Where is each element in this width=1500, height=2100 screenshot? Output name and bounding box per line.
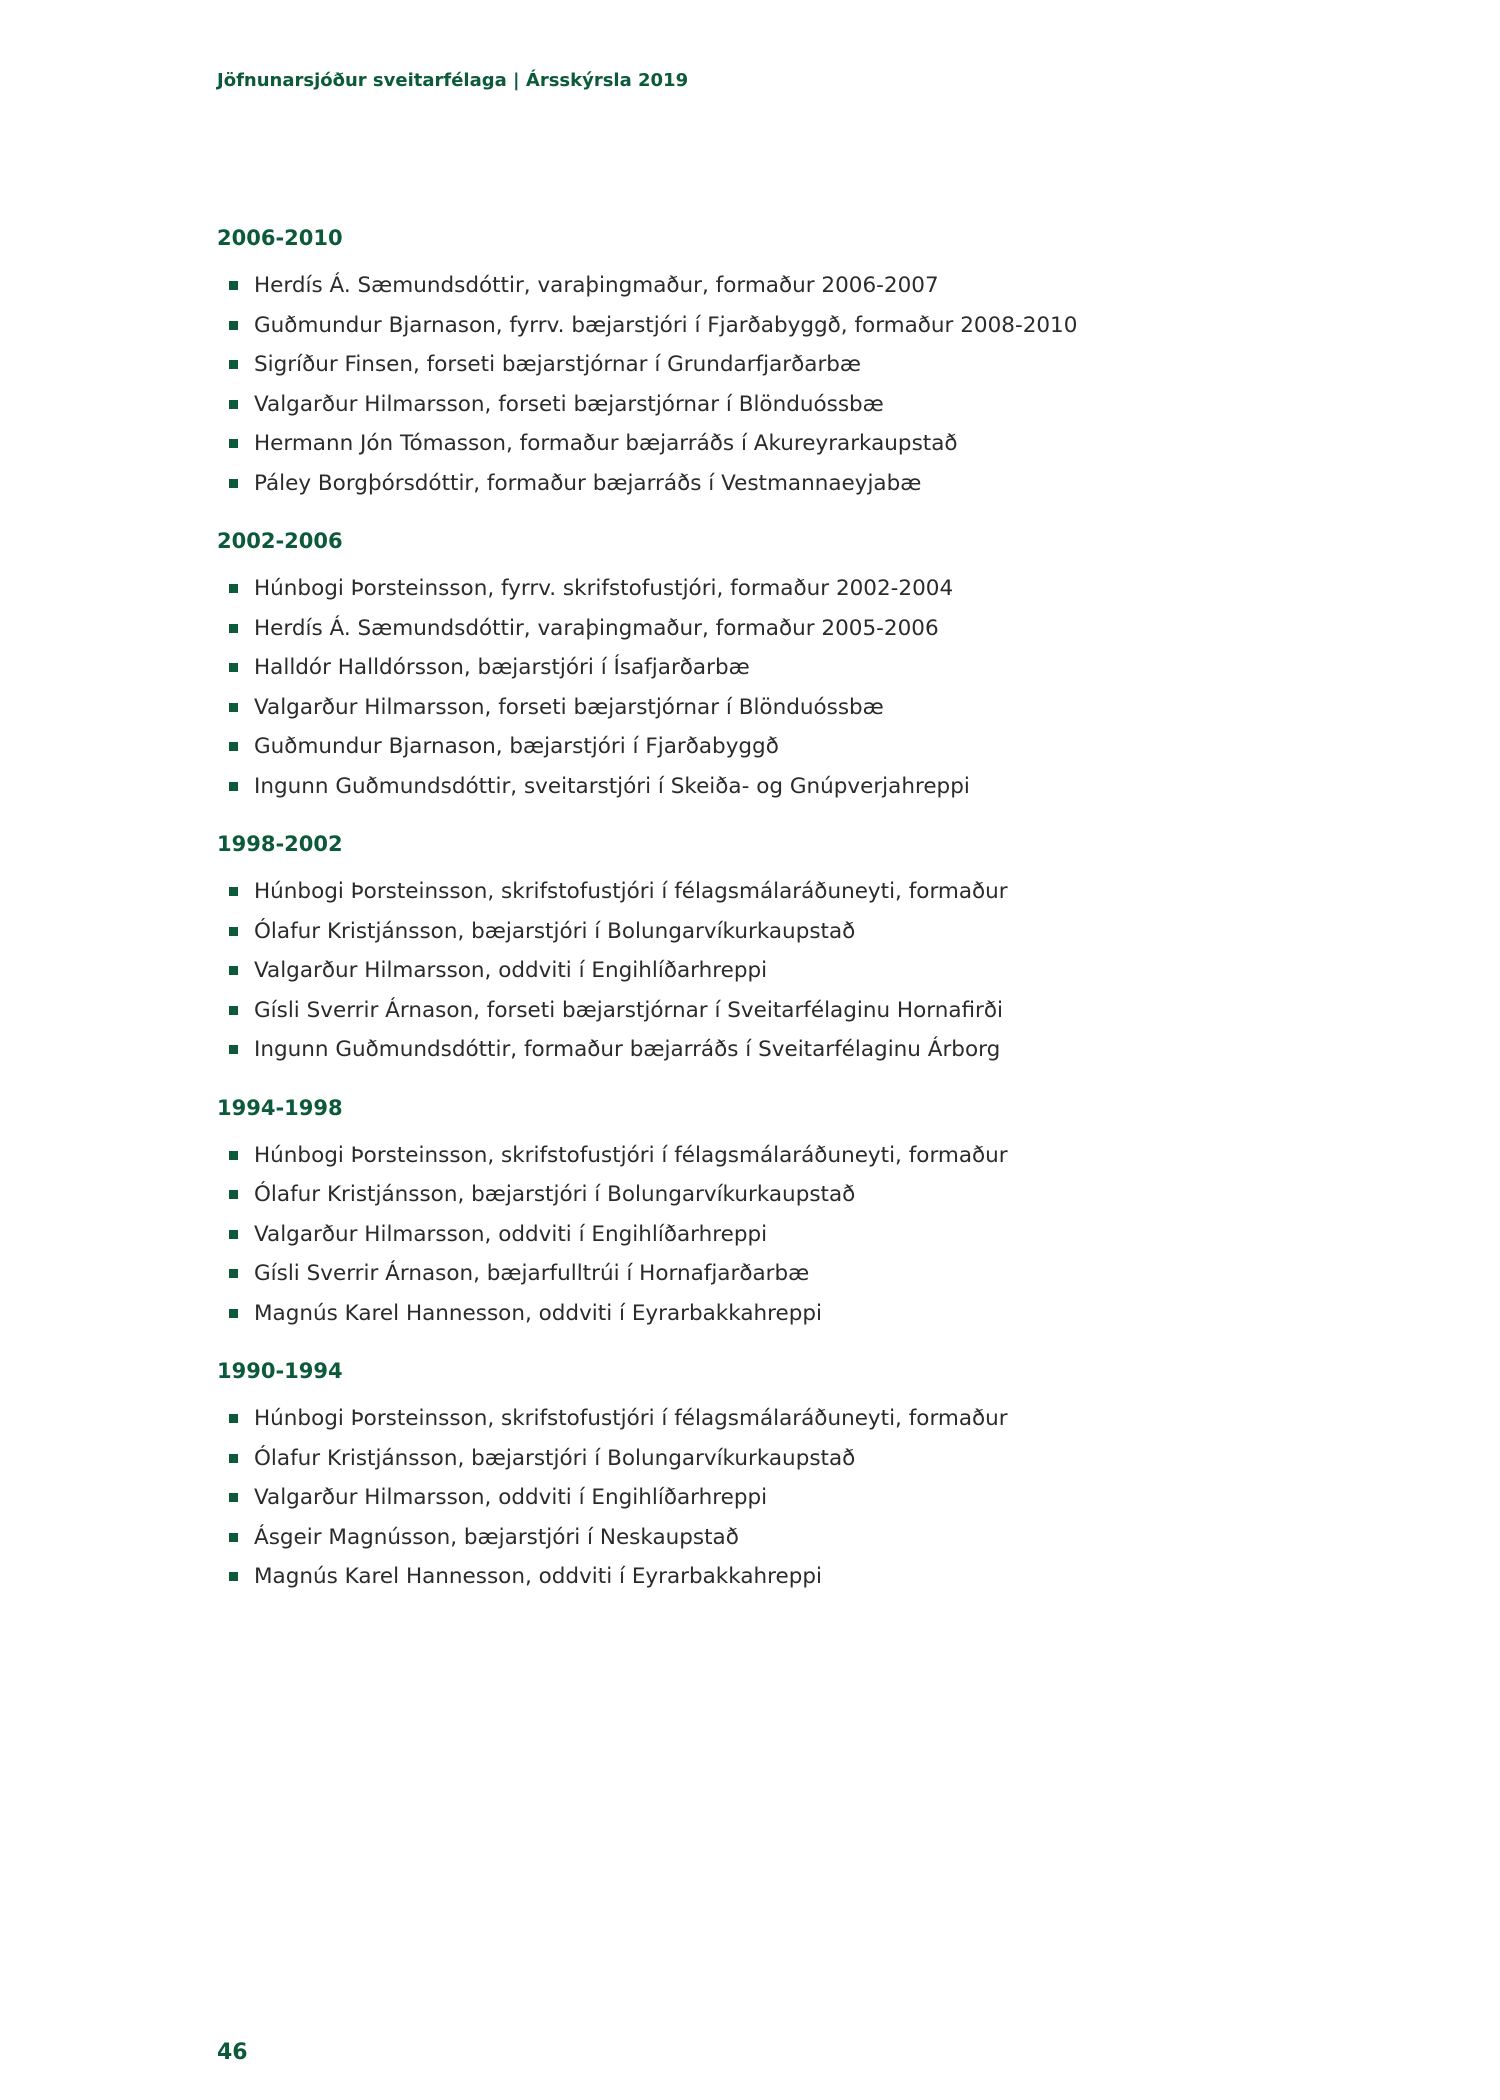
square-bullet-icon <box>229 663 238 672</box>
list-item <box>217 727 1317 767</box>
member-text: Guðmundur Bjarnason, fyrrv. bæjarstjóri í Fjarðabyggð, formaður 2008-2010 <box>254 312 1078 338</box>
square-bullet-icon <box>229 1414 238 1423</box>
member-text: Ólafur Kristjánsson, bæjarstjóri í Bolungarvíkurkaupstað <box>254 1182 856 1207</box>
member-text: Ólafur Kristjánsson, bæjarstjóri í Bolungarvíkurkaupstað <box>254 918 856 944</box>
period-heading: 2006-2010 <box>217 226 343 250</box>
square-bullet-icon <box>229 1493 238 1502</box>
list-item <box>217 1215 1317 1255</box>
member-text: Ásgeir Magnússon, bæjarstjóri í Neskaupstað <box>254 1524 739 1550</box>
running-header: Jöfnunarsjóður sveitarfélaga | Ársskýrsla 2019 <box>217 70 689 91</box>
period-section-1998-2002 <box>217 828 1317 1070</box>
square-bullet-icon <box>229 742 238 751</box>
square-bullet-icon <box>229 703 238 712</box>
member-list <box>217 569 1317 806</box>
member-list <box>217 872 1317 1070</box>
square-bullet-icon <box>229 887 238 896</box>
member-text: Herdís Á. Sæmundsdóttir, varaþingmaður, formaður 2006-2007 <box>254 273 939 298</box>
square-bullet-icon <box>229 1309 238 1318</box>
list-item <box>217 951 1317 991</box>
member-text: Guðmundur Bjarnason, bæjarstjóri í Fjarðabyggð <box>254 734 779 759</box>
square-bullet-icon <box>229 1006 238 1015</box>
list-item <box>217 1557 1317 1597</box>
list-item <box>217 1399 1317 1439</box>
list-item <box>217 1175 1317 1215</box>
period-section-1994-1998 <box>217 1092 1317 1334</box>
list-item <box>217 569 1317 609</box>
member-text: Valgarður Hilmarsson, oddviti í Engihlíðarhreppi <box>254 1485 768 1510</box>
member-list <box>217 1136 1317 1334</box>
list-item <box>217 872 1317 912</box>
square-bullet-icon <box>229 966 238 975</box>
square-bullet-icon <box>229 584 238 593</box>
square-bullet-icon <box>229 281 238 290</box>
square-bullet-icon <box>229 1572 238 1581</box>
square-bullet-icon <box>229 1269 238 1278</box>
board-members-content <box>217 222 1317 1619</box>
list-item <box>217 1030 1317 1070</box>
list-item <box>217 609 1317 649</box>
square-bullet-icon <box>229 624 238 633</box>
member-text: Ingunn Guðmundsdóttir, sveitarstjóri í Skeiða- og Gnúpverjahreppi <box>254 773 970 799</box>
square-bullet-icon <box>229 782 238 791</box>
square-bullet-icon <box>229 927 238 936</box>
period-heading: 1998-2002 <box>217 832 343 856</box>
member-text: Herdís Á. Sæmundsdóttir, varaþingmaður, formaður 2005-2006 <box>254 615 939 641</box>
list-item <box>217 1518 1317 1558</box>
list-item <box>217 306 1317 346</box>
member-text: Valgarður Hilmarsson, oddviti í Engihlíðarhreppi <box>254 958 768 983</box>
list-item <box>217 1478 1317 1518</box>
square-bullet-icon <box>229 400 238 409</box>
square-bullet-icon <box>229 479 238 488</box>
member-list <box>217 266 1317 503</box>
member-list <box>217 1399 1317 1597</box>
member-text: Hermann Jón Tómasson, formaður bæjarráðs í Akureyrarkaupstað <box>254 431 958 456</box>
member-text: Valgarður Hilmarsson, forseti bæjarstjórnar í Blönduóssbæ <box>254 694 884 720</box>
list-item <box>217 912 1317 952</box>
member-text: Gísli Sverrir Árnason, forseti bæjarstjórnar í Sveitarfélaginu Hornafirði <box>254 997 1004 1023</box>
list-item <box>217 1294 1317 1334</box>
member-text: Ingunn Guðmundsdóttir, formaður bæjarráðs í Sveitarfélaginu Árborg <box>254 1037 1001 1062</box>
member-text: Halldór Halldórsson, bæjarstjóri í Ísafjarðarbæ <box>254 655 750 680</box>
member-text: Magnús Karel Hannesson, oddviti í Eyrarbakkahreppi <box>254 1564 822 1589</box>
square-bullet-icon <box>229 1454 238 1463</box>
square-bullet-icon <box>229 1533 238 1542</box>
list-item <box>217 1254 1317 1294</box>
member-text: Sigríður Finsen, forseti bæjarstjórnar í Grundarfjarðarbæ <box>254 352 862 377</box>
period-heading: 1994-1998 <box>217 1095 343 1120</box>
list-item <box>217 648 1317 688</box>
square-bullet-icon <box>229 360 238 369</box>
square-bullet-icon <box>229 1045 238 1054</box>
list-item <box>217 688 1317 728</box>
member-text: Húnbogi Þorsteinsson, skrifstofustjóri í félagsmálaráðuneyti, formaður <box>254 1406 1008 1431</box>
period-section-2006-2010 <box>217 222 1317 503</box>
square-bullet-icon <box>229 1151 238 1160</box>
member-text: Valgarður Hilmarsson, forseti bæjarstjórnar í Blönduóssbæ <box>254 391 884 417</box>
period-heading: 2002-2006 <box>217 529 343 553</box>
period-section-2002-2006 <box>217 525 1317 806</box>
list-item <box>217 1136 1317 1176</box>
page-number: 46 <box>217 2040 248 2065</box>
member-text: Húnbogi Þorsteinsson, skrifstofustjóri í félagsmálaráðuneyti, formaður <box>254 1142 1008 1168</box>
member-text: Ólafur Kristjánsson, bæjarstjóri í Bolungarvíkurkaupstað <box>254 1445 856 1471</box>
list-item <box>217 345 1317 385</box>
square-bullet-icon <box>229 439 238 448</box>
list-item <box>217 385 1317 425</box>
list-item <box>217 1439 1317 1479</box>
member-text: Magnús Karel Hannesson, oddviti í Eyrarbakkahreppi <box>254 1300 822 1326</box>
square-bullet-icon <box>229 1230 238 1239</box>
list-item <box>217 424 1317 464</box>
list-item <box>217 767 1317 807</box>
period-section-1990-1994 <box>217 1355 1317 1597</box>
member-text: Gísli Sverrir Árnason, bæjarfulltrúi í Hornafjarðarbæ <box>254 1261 810 1286</box>
member-text: Páley Borgþórsdóttir, formaður bæjarráðs í Vestmannaeyjabæ <box>254 470 922 496</box>
list-item <box>217 266 1317 306</box>
member-text: Húnbogi Þorsteinsson, fyrrv. skrifstofustjóri, formaður 2002-2004 <box>254 576 954 601</box>
member-text: Valgarður Hilmarsson, oddviti í Engihlíðarhreppi <box>254 1221 768 1247</box>
list-item <box>217 464 1317 504</box>
member-text: Húnbogi Þorsteinsson, skrifstofustjóri í félagsmálaráðuneyti, formaður <box>254 879 1008 904</box>
square-bullet-icon <box>229 1190 238 1199</box>
period-heading: 1990-1994 <box>217 1359 343 1383</box>
square-bullet-icon <box>229 321 238 330</box>
list-item <box>217 991 1317 1031</box>
